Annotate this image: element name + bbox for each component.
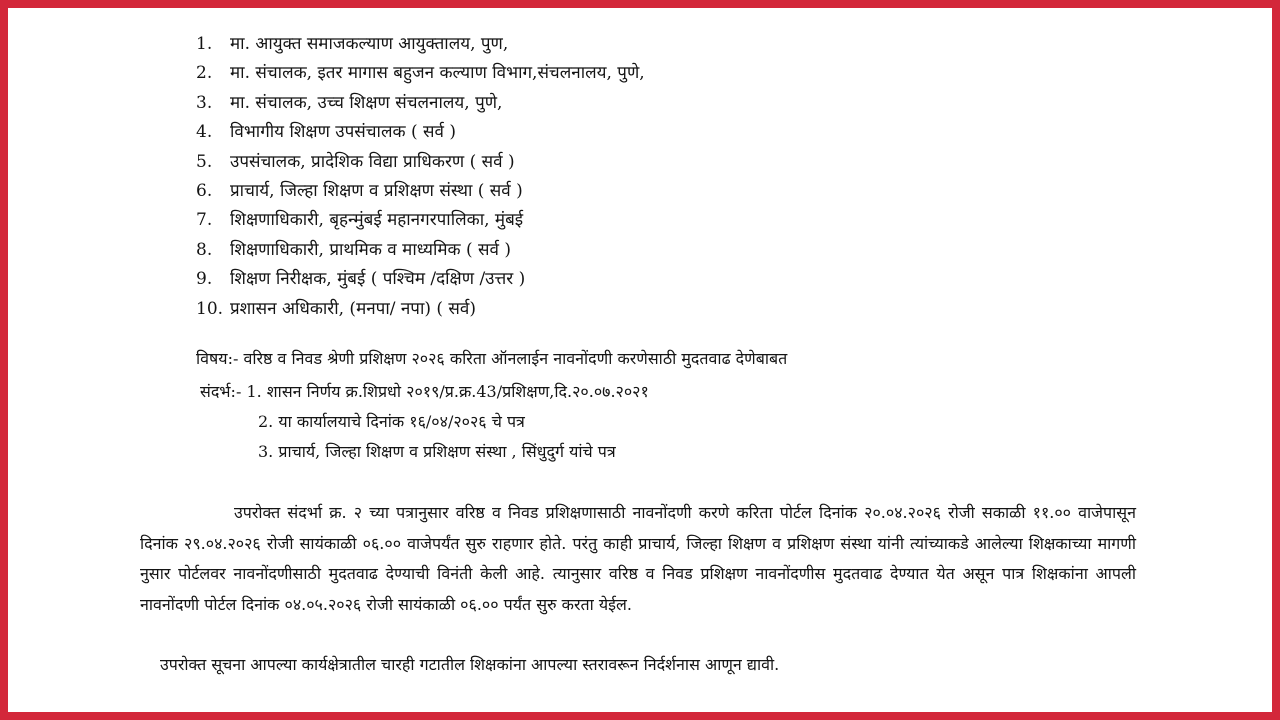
subject-line: विषय:- वरिष्ठ व निवड श्रेणी प्रशिक्षण २०२६ करिता ऑनलाईन नावनोंदणी करणेसाठी मुदतवाढ देणेबाबत [196,349,788,368]
reference-1: संदर्भ:- 1. शासन निर्णय क्र.शिप्रधो २०१९/प्र.क्र.43/प्रशिक्षण,दि.२०.०७.२०२१ [200,382,649,401]
list-number: 1. [196,34,213,54]
list-number: 8. [196,239,213,260]
addressee-list [196,30,645,324]
list-text: मा. आयुक्त समाजकल्याण आयुक्तालय, पुण, [230,34,509,54]
list-number: 5. [196,151,213,172]
list-item [196,295,645,324]
list-item [196,148,645,177]
list-item [196,59,645,88]
list-item [196,206,645,235]
reference-3: 3. प्राचार्य, जिल्हा शिक्षण व प्रशिक्षण संस्था , सिंधुदुर्ग यांचे पत्र [258,442,616,461]
list-text: प्रशासन अधिकारी, (मनपा/ नपा) ( सर्व) [230,298,477,319]
reference-block [200,377,649,467]
reference-2: 2. या कार्यालयाचे दिनांक १६/०४/२०२६ चे पत्र [258,412,525,431]
list-item [196,177,645,206]
list-number: 2. [196,63,213,84]
list-item [196,89,645,118]
closing-instruction: उपरोक्त सूचना आपल्या कार्यक्षेत्रातील चारही गटातील शिक्षकांना आपल्या स्तरावरून निर्दर्शनास आणून द्यावी. [160,655,780,674]
list-number: 9. [196,269,213,290]
list-text: शिक्षण निरीक्षक, मुंबई ( पश्चिम /दक्षिण /उत्तर ) [230,269,526,290]
list-item [196,30,645,59]
list-text: उपसंचालक, प्रादेशिक विद्या प्राधिकरण ( सर्व ) [230,151,515,172]
list-item [196,265,645,294]
document-page [8,8,1272,712]
list-text: प्राचार्य, जिल्हा शिक्षण व प्रशिक्षण संस्था ( सर्व ) [230,180,523,201]
list-number: 10. [196,298,224,319]
list-text: मा. संचालक, इतर मागास बहुजन कल्याण विभाग,संचलनालय, पुणे, [230,63,645,84]
list-number: 3. [196,92,213,113]
list-text: मा. संचालक, उच्च शिक्षण संचलनालय, पुणे, [230,92,503,113]
list-number: 4. [196,122,213,143]
list-item [196,118,645,147]
list-text: शिक्षणाधिकारी, बृहन्मुंबई महानगरपालिका, मुंबई [230,210,524,231]
list-item [196,236,645,265]
list-number: 7. [196,210,213,231]
list-text: शिक्षणाधिकारी, प्राथमिक व माध्यमिक ( सर्व ) [230,239,512,260]
list-number: 6. [196,180,213,201]
body-paragraph: उपरोक्त संदर्भा क्र. २ च्या पत्रानुसार वरिष्ठ व निवड प्रशिक्षणासाठी नावनोंदणी करणे करिता पोर्टल दिनांक २०.०४.२०२६ रोजी सकाळी ११.०० वाजेपासून दिनांक २९.०४.२०२६ रोजी सायंकाळी ०६.०० वाजेपर्यंत सुरु राहणार होते. परंतु काही प्राचार्य, जिल्हा शिक्षण व प्रशिक्षण संस्था यांनी त्यांच्याकडे आलेल्या शिक्षकाच्या मागणी नुसार पोर्टलवर नावनोंदणीसाठी मुदतवाढ देण्याची विनंती केली आहे. त्यानुसार वरिष्ठ व निवड प्रशिक्षण नावनोंदणीस मुदतवाढ देण्यात येत असून पात्र शिक्षकांना आपली नावनोंदणी पोर्टल दिनांक ०४.०५.२०२६ रोजी सायंकाळी ०६.०० पर्यंत सुरु करता येईल. [140,503,1136,614]
list-text: विभागीय शिक्षण उपसंचालक ( सर्व ) [230,122,456,143]
